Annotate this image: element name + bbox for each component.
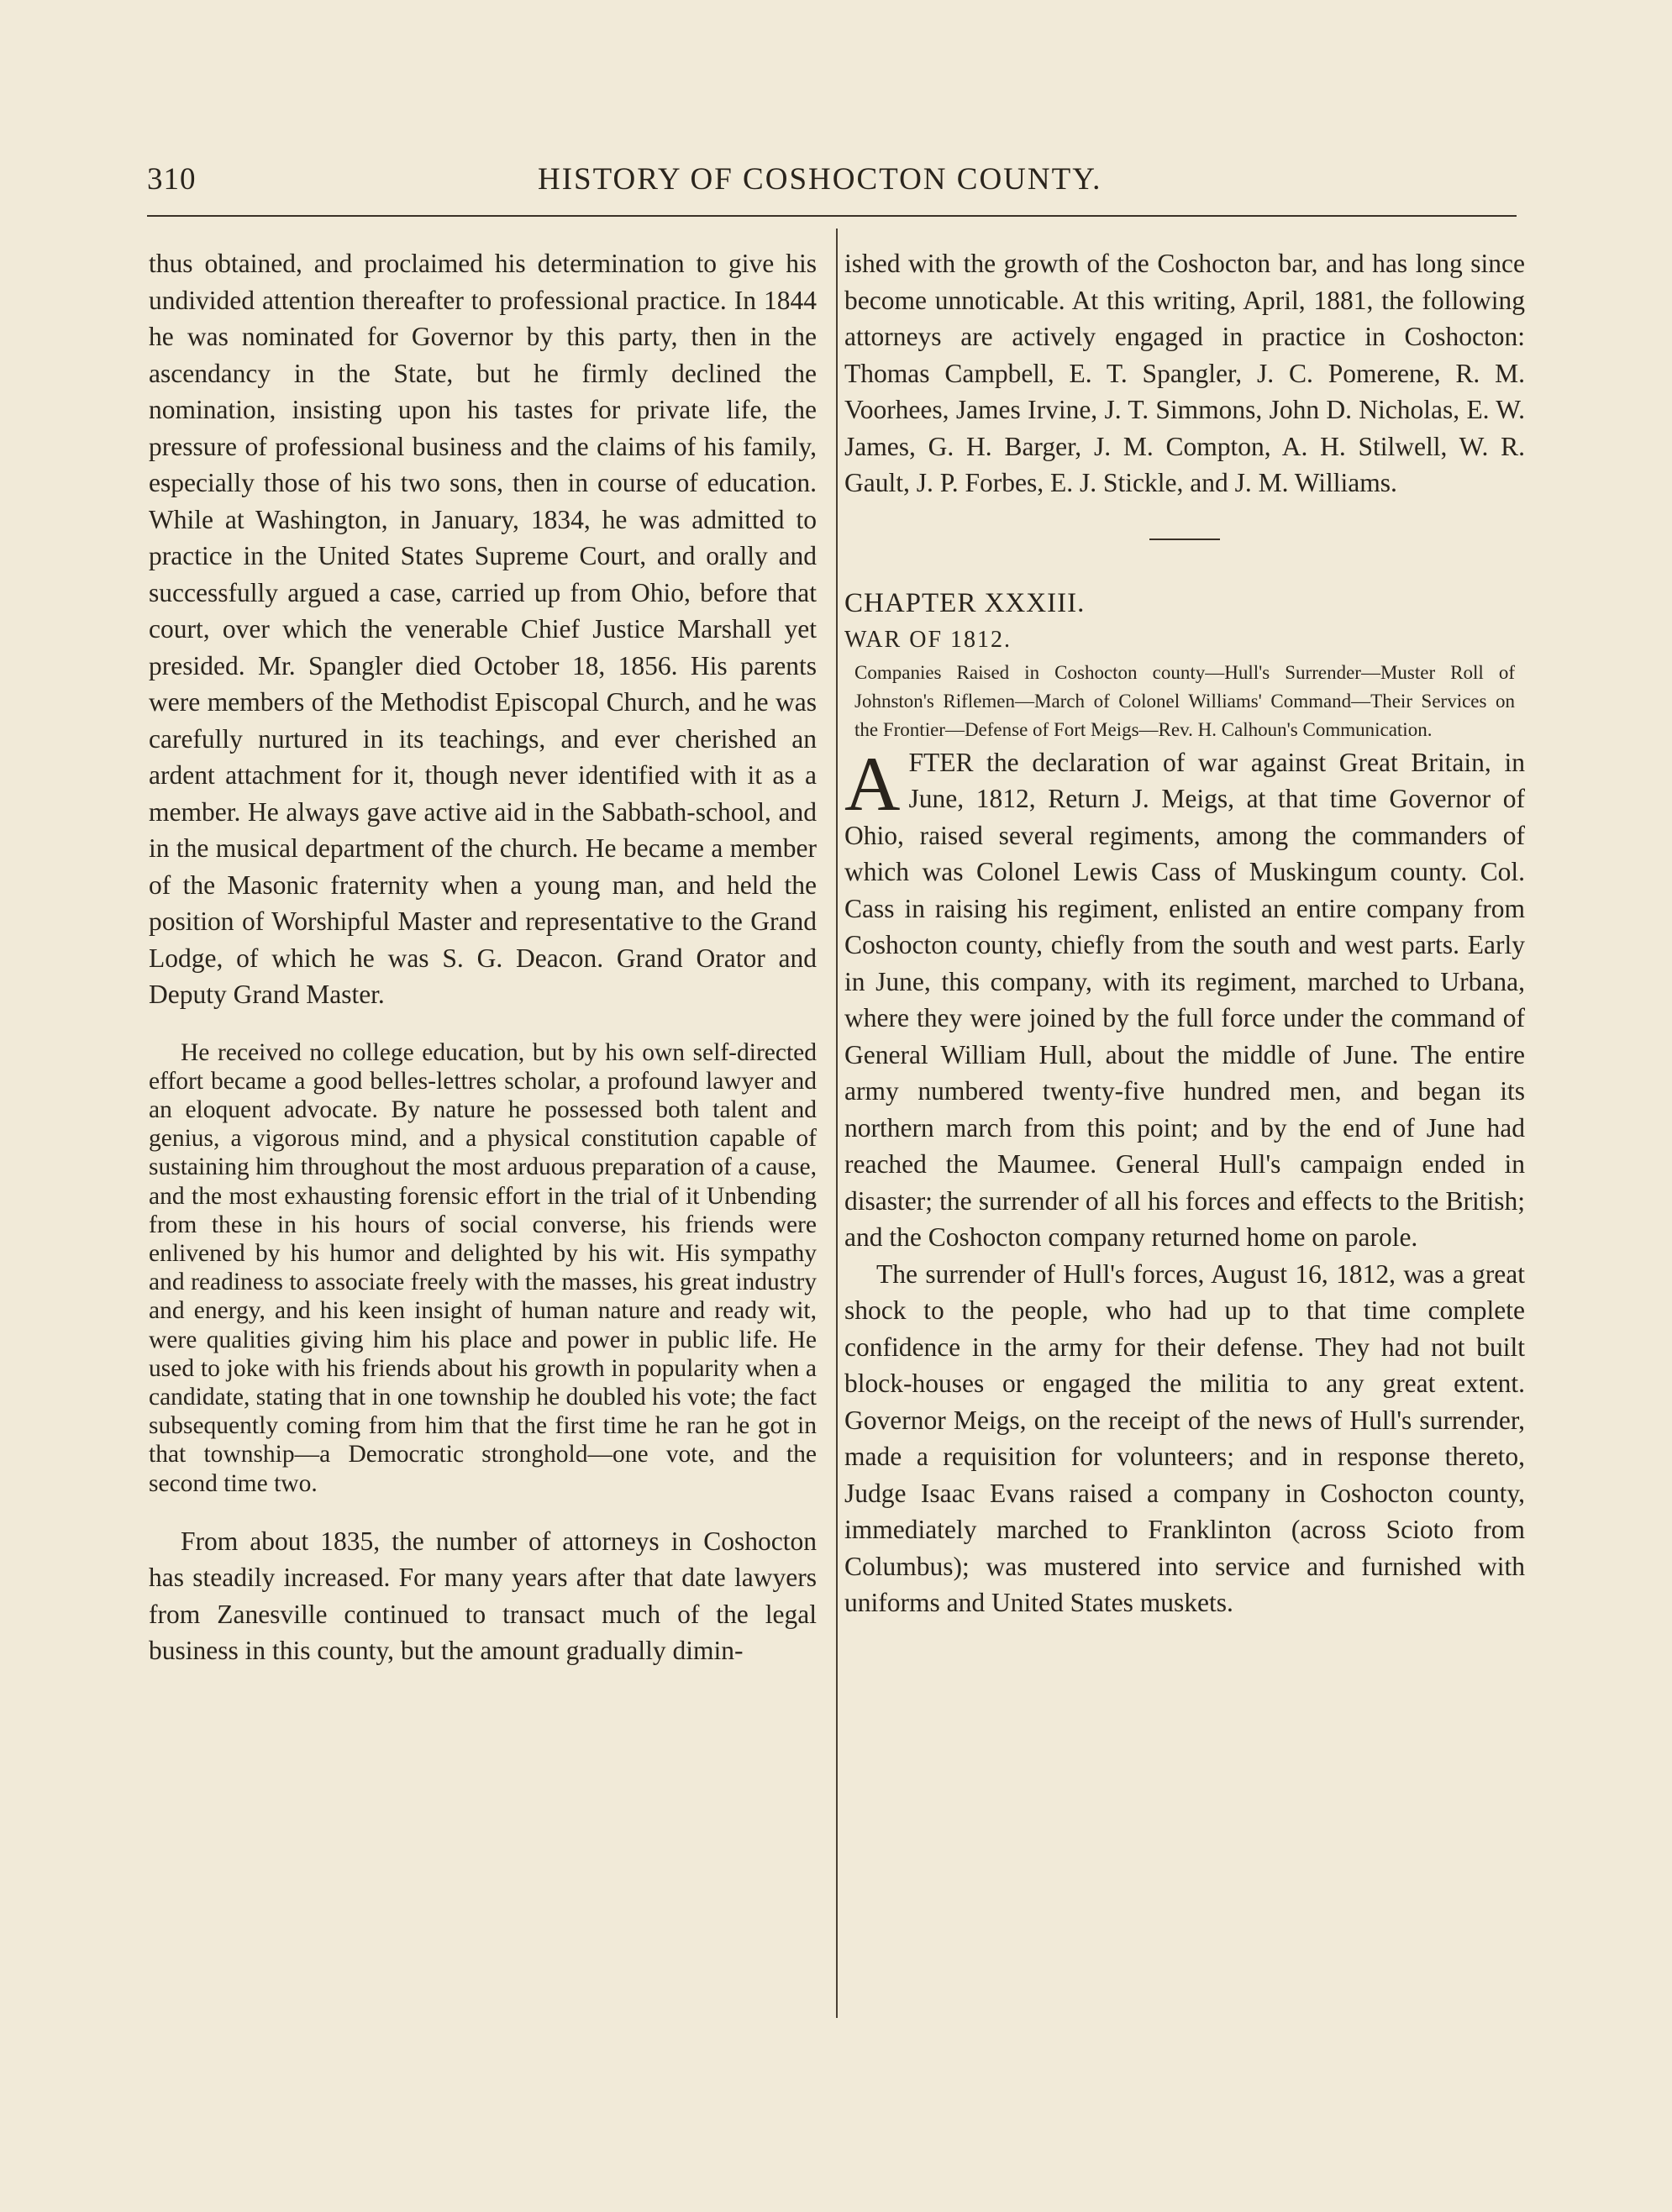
left-paragraph-1: thus obtained, and proclaimed his determination to give his undivided attention thereafter to professional practice. In 1844 he was nominated for Governor by this party, then in the ascendancy in the State, but he firmly declined the nomination, insisting upon his tastes for private life, the pressure of professional business and the claims of his family, especially those of his two sons, then in course of education. While at Washington, in January, 1834, he was admitted to practice in the United States Supreme Court, and orally and successfully argued a case, carried up from Ohio, before that court, over which the venerable Chief Justice Marshall yet presided. Mr. Spangler died October 18, 1856. His parents were members of the Methodist Episcopal Church, and he was carefully nurtured in its teachings, and ever cherished an ardent attachment for it, though never identified with it as a member. He always gave active aid in the Sabbath-school, and in the musical department of the church. He became a member of the Masonic fraternity when a young man, and held the position of Worshipful Master and representative to the Grand Lodge, of which he was S. G. Deacon. Grand Orator and Deputy Grand Master. [149, 249, 817, 1009]
right-paragraph-2-text: FTER the declaration of war against Great Britain, in June, 1812, Return J. Meigs, at that time Governor of Ohio, raised several regiments, among the commanders of which was Colonel Lewis Cass of Muskingum county. Col. Cass in raising his regiment, enlisted an entire company from Coshocton county, chiefly from the south and west parts. Early in June, this company, with its regiment, marched to Urbana, where they were joined by the full force under the command of General William Hull, about the middle of June. The entire army numbered twenty-five hundred men, and began its northern march from this point; and by the end of June had reached the Maumee. General Hull's campaign ended in disaster; the surrender of all his forces and effects to the British; and the Coshocton company returned home on parole. [844, 747, 1525, 1252]
left-paragraph-2: He received no college education, but by his own self-directed effort became a good belles-lettres scholar, a profound lawyer and an eloquent advocate. By nature he possessed both talent and genius, a vigorous mind, and a physical constitution capable of sustaining him throughout the most arduous preparation of a cause, and the most exhausting forensic effort in the trial of it Unbending from these in his hours of social converse, his friends were enlivened by his humor and delighted by his wit. His sympathy and readiness to associate freely with the masses, his great industry and energy, and his keen insight of human nature and ready wit, were qualities giving him his place and power in public life. He used to joke with his friends about his growth in popularity when a candidate, stating that in one township he doubled his vote; the fact subsequently coming from him that the first time he ran he got in that township—a Democratic stronghold—one vote, and the second time two. [149, 1038, 817, 1497]
drop-cap: A [844, 740, 901, 827]
left-paragraph-3: From about 1835, the number of attorneys in Coshocton has steadily increased. For many years after that date lawyers from Zanesville continued to transact much of the legal business in this county, but the amount gradually dimin- [149, 1526, 817, 1666]
column-divider [836, 229, 838, 2018]
page-header [147, 161, 1517, 203]
right-paragraph-3: The surrender of Hull's forces, August 16, 1812, was a great shock to the people, who had up to that time complete confidence in the army for their defense. They had not built block-houses or engaged the militia to any great extent. Governor Meigs, on the receipt of the news of Hull's surrender, made a requisition for volunteers; and in response thereto, Judge Isaac Evans raised a company in Coshocton county, immediately marched to Franklinton (across Scioto from Columbus); was mustered into service and furnished with uniforms and United States muskets. [844, 1258, 1525, 1617]
chapter-synopsis: Companies Raised in Coshocton county—Hull's Surrender—Muster Roll of Johnston's Riflemen—March of Colonel Williams' Command—Their Services on the Frontier—Defense of Fort Meigs—Rev. H. Calhoun's Communication. [854, 661, 1515, 740]
paragraph-spacer [149, 1013, 817, 1038]
paragraph-spacer [149, 1498, 817, 1523]
chapter-heading: CHAPTER XXXIII. [844, 587, 1086, 618]
page-number: 310 [147, 162, 197, 197]
right-paragraph-1: ished with the growth of the Coshocton bar, and has long since become unnoticable. At this writing, April, 1881, the following attorneys are actively engaged in practice in Coshocton: Thomas Campbell, E. T. Spangler, J. C. Pomerene, R. M. Voorhees, James Irvine, J. T. Simmons, John D. Nicholas, E. W. James, G. H. Barger, J. M. Compton, A. H. Stilwell, W. R. Gault, J. P. Forbes, E. J. Stickle, and J. M. Williams. [844, 249, 1525, 497]
chapter-subheading: WAR OF 1812. [844, 627, 1012, 653]
right-paragraph-2 [844, 740, 1525, 1256]
section-rule [1149, 539, 1220, 540]
header-rule [147, 215, 1517, 217]
left-column [149, 245, 817, 1669]
running-title: HISTORY OF COSHOCTON COUNTY. [538, 162, 1102, 197]
right-column [844, 245, 1525, 1621]
